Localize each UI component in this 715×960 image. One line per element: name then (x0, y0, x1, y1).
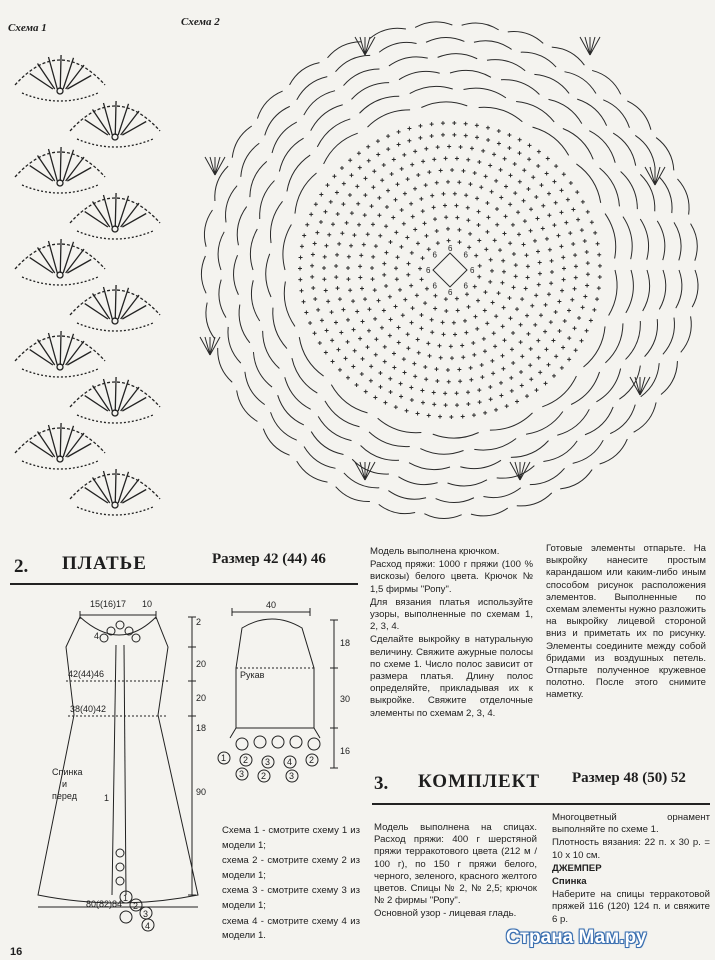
text-column-c (374, 822, 537, 922)
text-column-b (546, 543, 706, 703)
dress-v-20a: 20 (196, 659, 207, 669)
col-b-p1: Готовые элементы отпарьте. На выкройку нанесите простым карандашом или каким-либо иным способом рисунок расположения элементов. Выполненные по схемам элементы нужно разложить на выкройку лицевой стороной вниз и приметать их по рисунку. Элементы соедините между собой бридами из воздушных петель. Отпарьте полученное кружевное полотно. После этого снимите наметку. (546, 543, 706, 701)
section2-title: ПЛАТЬЕ (62, 553, 147, 574)
text-column-d (552, 812, 710, 927)
sleeve-h16: 16 (340, 746, 351, 756)
dress-label-1: Спинка (52, 767, 83, 777)
dress-motif-4a: 4 (94, 631, 100, 641)
svg-text:6: 6 (470, 266, 475, 275)
dress-label-2: и (62, 779, 68, 789)
scheme1-diagram (5, 45, 175, 535)
sleeve-pattern (206, 598, 361, 788)
scheme2-diagram (190, 15, 710, 540)
sleeve-h18: 18 (340, 638, 351, 648)
dress-motif-4b: 4 (145, 921, 151, 931)
sleeve-width: 40 (266, 600, 277, 610)
col-d-heading-back: Спинка (552, 876, 587, 888)
dress-v-2: 2 (196, 617, 202, 627)
section3-number: 3. (374, 773, 389, 794)
section3-rule (372, 803, 710, 805)
schema-note-4: схема 4 - смотрите схему 4 из модели 1. (222, 915, 360, 942)
section2-rule (10, 583, 358, 585)
text-column-a (370, 546, 533, 721)
col-d-p2: Плотность вязания: 22 п. х 30 р. = 10 х 10 см. (552, 837, 710, 861)
schema-note-1: Схема 1 - смотрите схему 1 из модели 1; (222, 825, 360, 851)
svg-text:6: 6 (448, 288, 453, 297)
dress-label-3: перед (52, 791, 77, 801)
dress-seam-num: 1 (104, 793, 110, 803)
svg-text:6: 6 (432, 250, 437, 260)
col-a-p3: Для вязания платья используйте узоры, выполненные по схемам 1, 2, 3, 4. (370, 596, 533, 633)
scheme2-label: Схема 2 (181, 16, 220, 28)
svg-text:6: 6 (463, 281, 469, 291)
col-a-p4: Сделайте выкройку в натуральную величину. Свяжите ажурные полосы по схеме 1. Число полос зависит от размера платья. Длину полос определяйте, прикладывая их к выкройке. Свяжите отделочные элементы по схемам 2, 3, 4. (370, 634, 533, 719)
sleeve-m7: 2 (261, 771, 267, 781)
scheme1-label: Схема 1 (8, 22, 47, 34)
section3-title: КОМПЛЕКТ (418, 771, 541, 792)
sleeve-m2: 2 (243, 755, 249, 765)
sleeve-m6: 3 (239, 769, 245, 779)
col-d-heading-jumper: ДЖЕМПЕР (552, 862, 602, 874)
col-a-p1: Модель выполнена крючком. (370, 546, 500, 557)
sleeve-m4: 4 (287, 757, 293, 767)
sleeve-m8: 3 (289, 771, 295, 781)
dress-motif-3: 3 (143, 909, 149, 919)
col-c-p1: Модель выполнена на спицах. Расход пряжи: 400 г шерстяной пряжи терракотового цвета (212 м / 100 г), по 150 г пряжи белого, черного, зеленого, красного желтого цветов. Спицы № 2, № 2,5; крючок № 2 фирмы "Ропу". (374, 822, 537, 907)
dress-v-90: 90 (196, 787, 207, 797)
schema-notes (222, 824, 360, 945)
sleeve-h30: 30 (340, 694, 351, 704)
schema-note-3: схема 3 - смотрите схему 3 из модели 1; (222, 885, 360, 911)
col-d-p1: Многоцветный орнамент выполняйте по схеме 1. (552, 812, 710, 836)
dress-waist: 38(40)42 (70, 704, 107, 714)
svg-text:6: 6 (463, 250, 469, 260)
dress-shoulder-width: 10 (142, 599, 153, 609)
section2-number: 2. (14, 556, 29, 577)
sleeve-m1: 1 (221, 753, 227, 763)
svg-text:6: 6 (432, 281, 437, 291)
svg-text:6: 6 (448, 244, 453, 253)
dress-bust: 42(44)46 (68, 669, 105, 679)
section3-size: Размер 48 (50) 52 (572, 770, 686, 786)
col-c-p2: Основной узор - лицевая гладь. (374, 908, 517, 920)
schema-note-2: схема 2 - смотрите схему 2 из модели 1; (222, 855, 360, 881)
dress-motif-2: 2 (133, 901, 139, 911)
sleeve-m3: 3 (265, 757, 271, 767)
section2-size: Размер 42 (44) 46 (212, 551, 326, 567)
col-d-p3: Наберите на спицы терракотовой пряжей 116 (120) 124 п. и свяжите 6 р. (552, 889, 710, 925)
svg-text:6: 6 (426, 266, 431, 275)
sleeve-m5: 2 (309, 755, 315, 765)
dress-v-18: 18 (196, 723, 207, 733)
col-a-p2: Расход пряжи: 1000 г пряжи (100 % вискозы) белого цвета. Крючок № 1,5 фирмы "Ропу". (370, 559, 533, 595)
dress-v-20b: 20 (196, 693, 207, 703)
watermark-logo: Страна Мам.ру (506, 927, 647, 948)
dress-pattern (8, 595, 218, 945)
page-number: 16 (10, 946, 23, 958)
sleeve-label: Рукав (240, 670, 265, 680)
dress-hem: 80(82)84 (86, 899, 123, 909)
dress-neck-width: 15(16)17 (90, 599, 127, 609)
dress-motif-1: 1 (123, 893, 129, 903)
